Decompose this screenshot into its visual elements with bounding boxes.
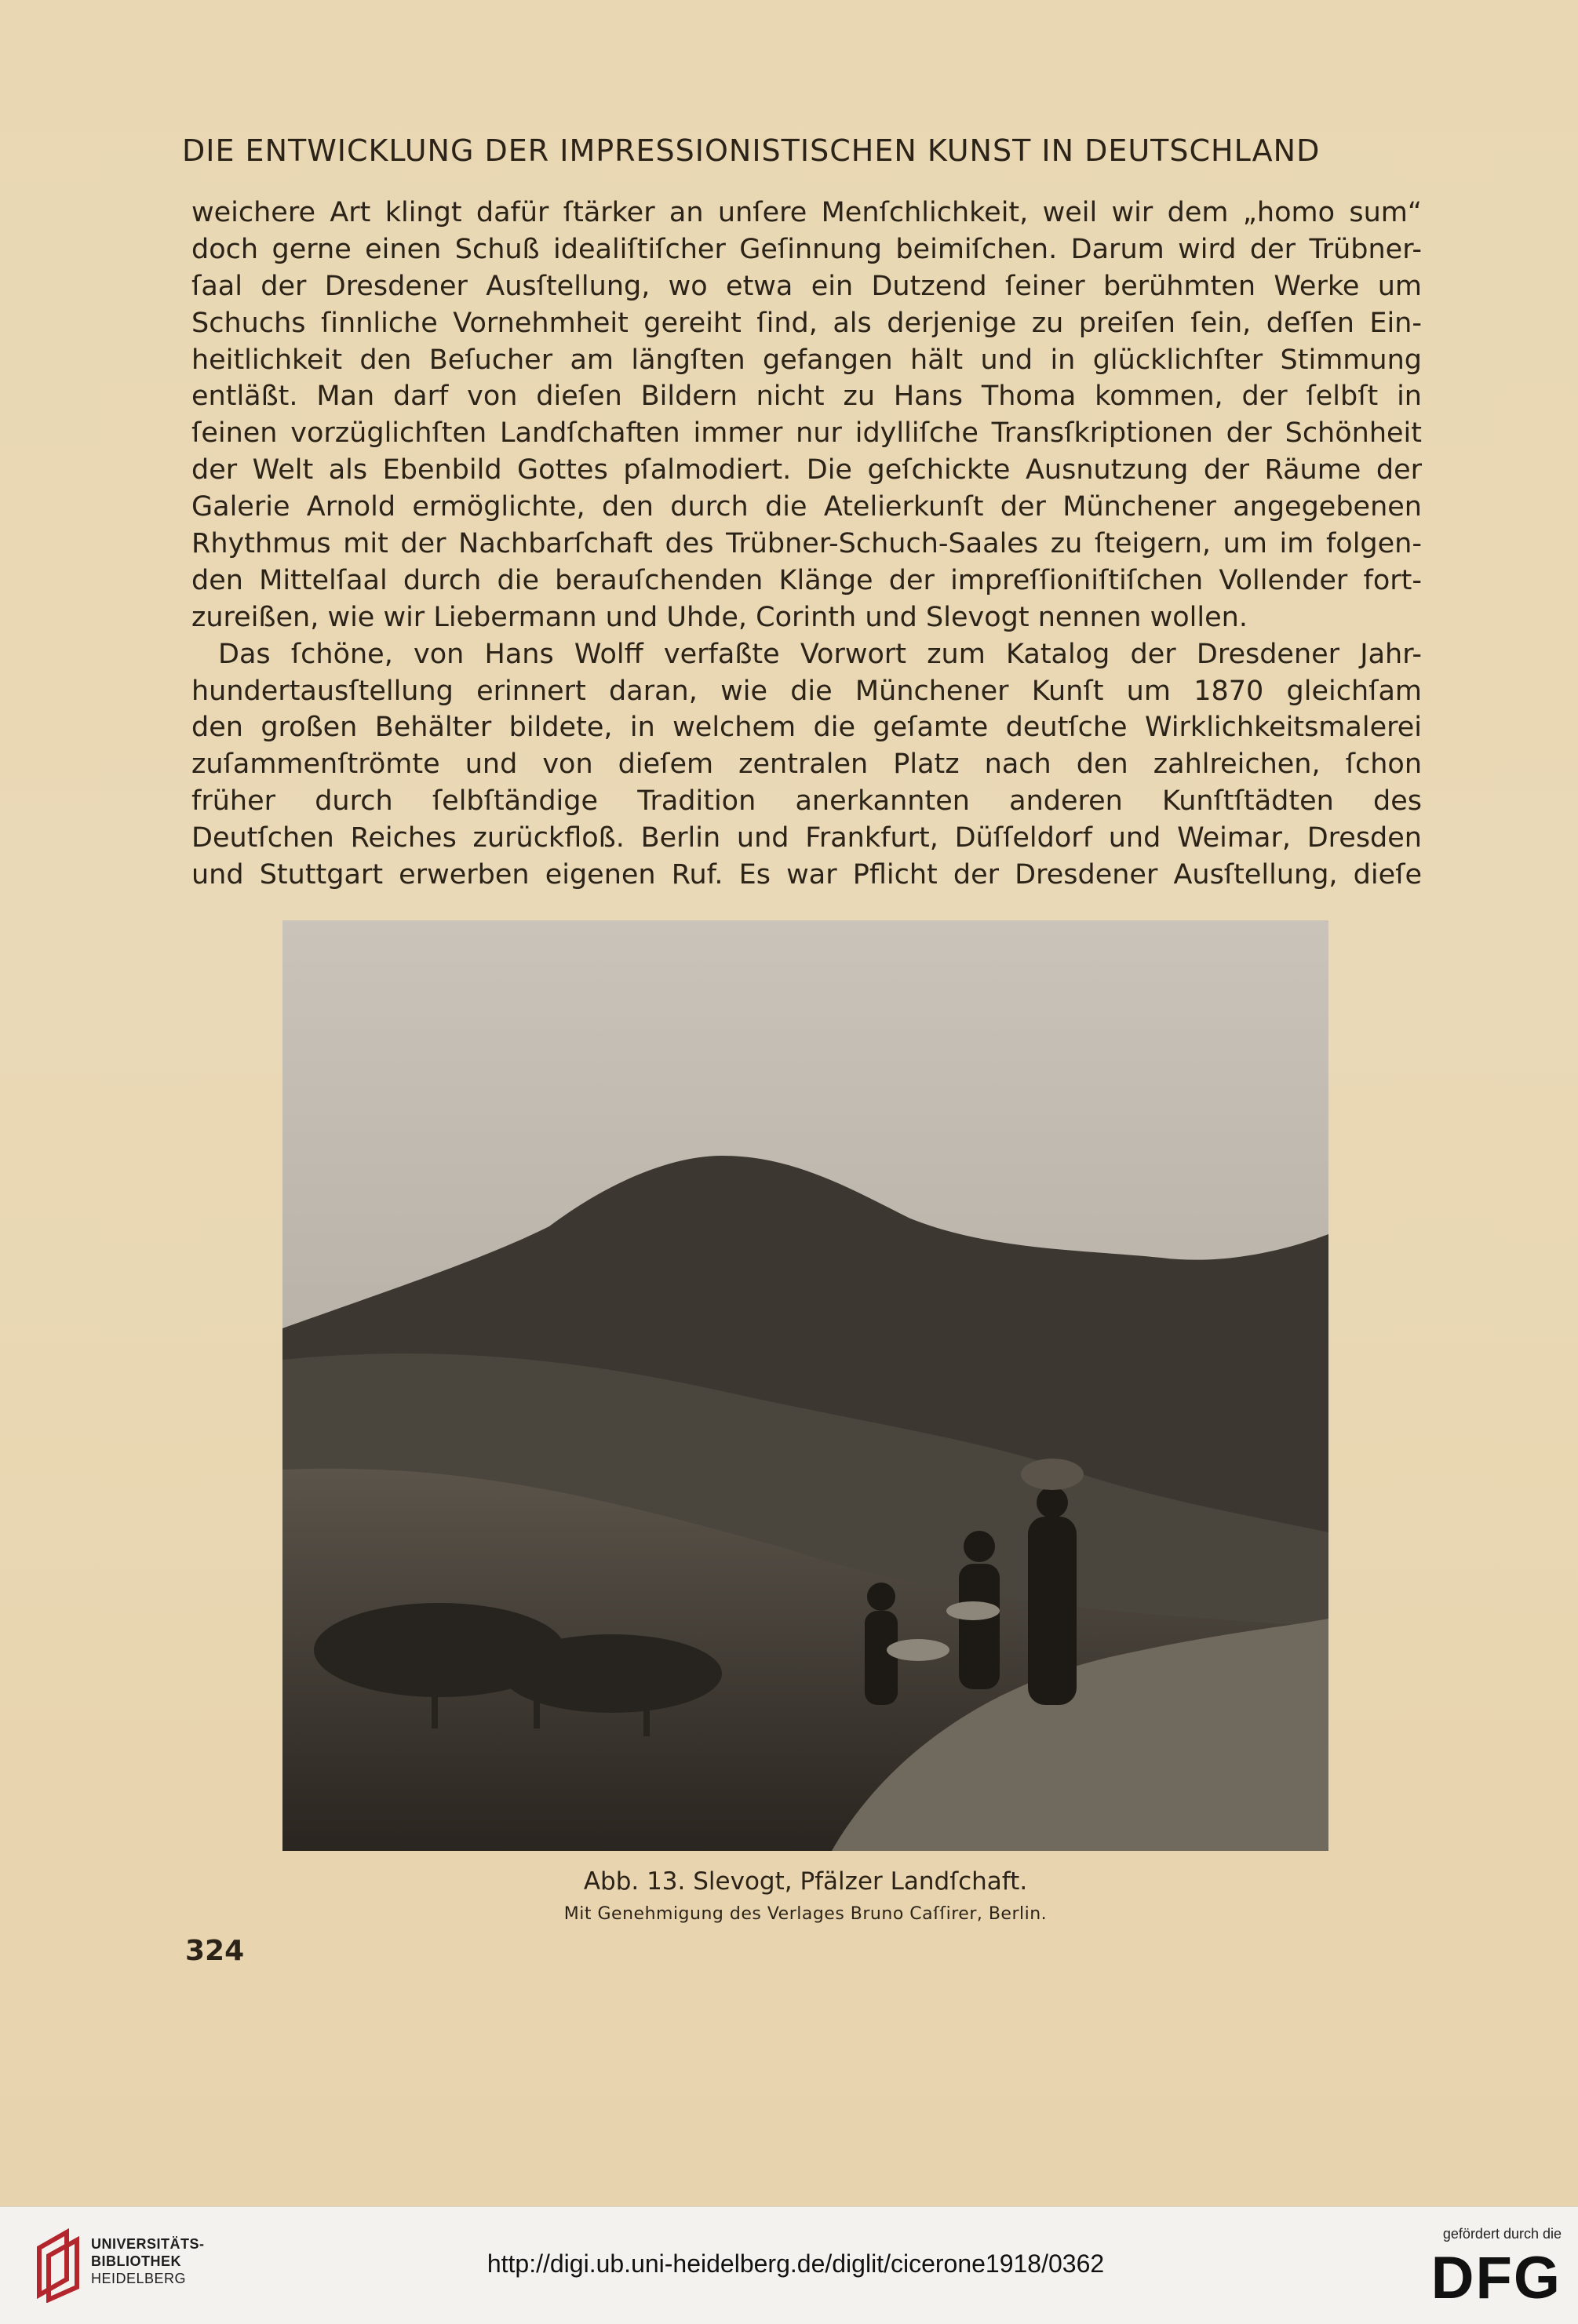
landscape-painting-figure bbox=[282, 920, 1328, 1851]
body-text bbox=[191, 195, 1422, 894]
text-line: Schuchs ſinnliche Vornehmheit gereiht ſind, als derjenige zu preiſen ſein, deſſen Ein- bbox=[191, 307, 1422, 339]
text-line: Galerie Arnold ermöglichte, den durch die Atelierkunſt der Münchener angegebenen bbox=[191, 491, 1422, 523]
digitization-footer bbox=[0, 2206, 1578, 2324]
text-line: Deutſchen Reiches zurückfloß. Berlin und Frankfurt, Düſſeldorf und Weimar, Dresden bbox=[191, 822, 1422, 854]
funding-note: gefördert durch die bbox=[1442, 2226, 1562, 2242]
figure-credit: Mit Genehmigung des Verlages Bruno Caſſirer, Berlin. bbox=[563, 1904, 1048, 1924]
text-line: Rhythmus mit der Nachbarſchaft des Trübner-Schuch-Saales zu ſteigern, um im folgen- bbox=[191, 528, 1422, 560]
page-number: 324 bbox=[185, 1935, 245, 1967]
running-head: DIE ENTWICKLUNG DER IMPRESSIONISTISCHEN KUNST IN DEUTSCHLAND bbox=[182, 133, 1321, 168]
text-line: Das ſchöne, von Hans Wolff verfaßte Vorwort zum Katalog der Dresdener Jahr- bbox=[218, 638, 1422, 670]
library-logo-icon bbox=[31, 2224, 86, 2303]
library-name-line: HEIDELBERG bbox=[91, 2271, 187, 2286]
library-name-line: UNIVERSITÄTS- bbox=[91, 2236, 205, 2252]
source-url-link[interactable]: http://digi.ub.uni-heidelberg.de/diglit/cicerone1918/0362 bbox=[487, 2249, 1105, 2278]
library-name-line: BIBLIOTHEK bbox=[91, 2253, 181, 2269]
text-line: früher durch ſelbſtändige Tradition anerkannten anderen Kunſtſtädten des bbox=[191, 785, 1422, 818]
text-line: den großen Behälter bildete, in welchem die geſamte deutſche Wirklichkeitsmalerei bbox=[191, 712, 1422, 744]
text-line: den Mittelſaal durch die berauſchenden Klänge der impreſſioniſtiſchen Vollender fort- bbox=[191, 564, 1422, 596]
text-line: der Welt als Ebenbild Gottes pſalmodiert. Die geſchickte Ausnutzung der Räume der bbox=[191, 454, 1422, 486]
figure-caption: Abb. 13. Slevogt, Pfälzer Landſchaft. bbox=[583, 1867, 1028, 1896]
text-line: heitlichkeit den Beſucher am längſten gefangen hält und in glücklichſter Stimmung bbox=[191, 344, 1422, 376]
text-line: hundertausſtellung erinnert daran, wie die Münchener Kunſt um 1870 gleichſam bbox=[191, 675, 1422, 707]
text-line: zuſammenſtrömte und von dieſem zentralen Platz nach den zahlreichen, ſchon bbox=[191, 749, 1422, 781]
text-line: entläßt. Man darf von dieſen Bildern nicht zu Hans Thoma kommen, der ſelbſt in bbox=[191, 381, 1422, 413]
text-line: doch gerne einen Schuß idealiſtiſcher Geſinnung beimiſchen. Darum wird der Trübner- bbox=[191, 233, 1422, 265]
text-line: ſaal der Dresdener Ausſtellung, wo etwa ein Dutzend ſeiner berühmten Werke um bbox=[191, 270, 1422, 302]
dfg-logo: DFG bbox=[1430, 2245, 1562, 2311]
text-line: zureißen, wie wir Liebermann und Uhde, Corinth und Slevogt nennen wollen. bbox=[191, 601, 1248, 633]
text-line: und Stuttgart erwerben eigenen Ruf. Es war Pflicht der Dresdener Ausſtellung, dieſe bbox=[191, 859, 1422, 891]
library-name bbox=[91, 2235, 205, 2287]
text-line: weichere Art klingt dafür ſtärker an unſere Menſchlichkeit, weil wir dem „homo sum“ bbox=[191, 197, 1422, 228]
landscape-painting-image bbox=[282, 920, 1328, 1851]
text-line: ſeinen vorzüglichſten Landſchaften immer nur idylliſche Transſkriptionen der Schönheit bbox=[191, 417, 1422, 450]
